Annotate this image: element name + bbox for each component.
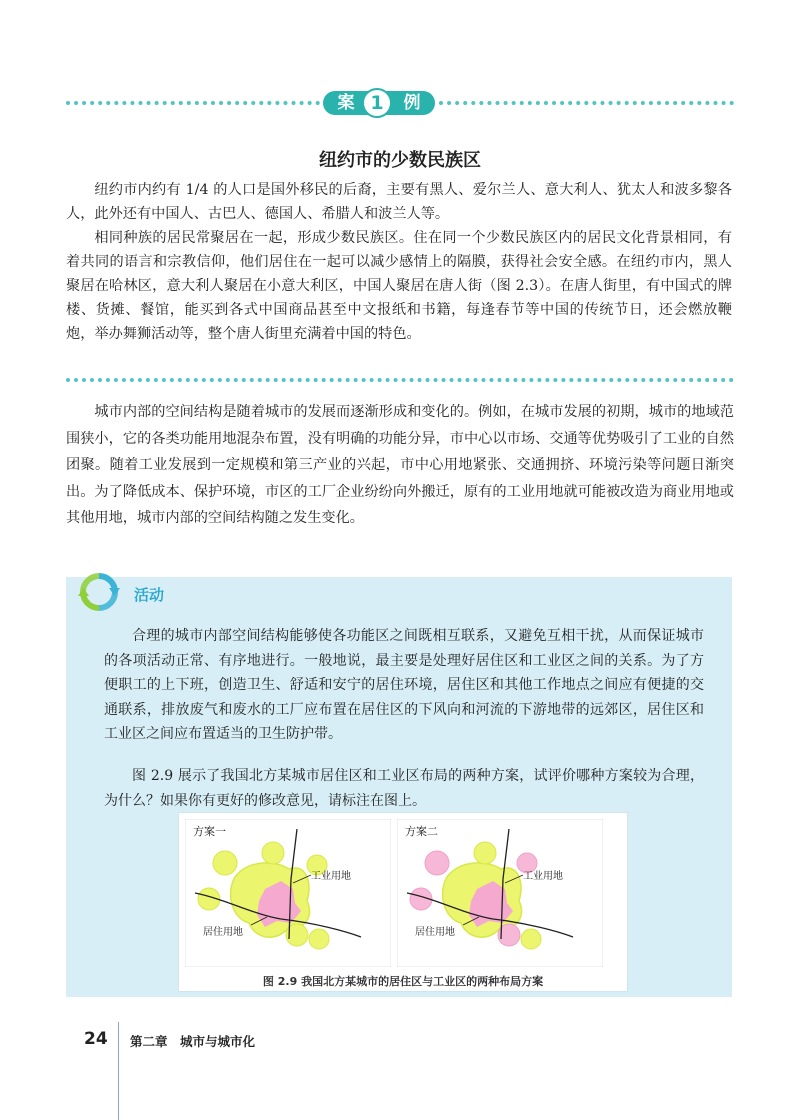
industrial-label: 工业用地 [523,871,563,882]
satellite-site [213,851,237,875]
figure-caption: 图 2.9 我国北方某城市的居住区与工业区的两种布局方案 [262,975,544,988]
satellite-site [517,853,537,873]
satellite-site [262,842,284,864]
satellite-site [474,842,496,864]
satellite-site [521,929,541,949]
plan-two-label: 方案二 [405,825,438,838]
figure-2-9 [178,812,628,992]
case-divider-left [66,101,320,105]
case-title: 纽约市的少数民族区 [319,150,481,171]
residential-label: 居住用地 [203,927,243,938]
satellite-site [425,851,449,875]
plan-one-map [185,819,391,967]
case-end-divider [66,378,734,382]
case-badge [323,88,435,118]
satellite-site [309,929,329,949]
plan-one-panel [185,819,391,967]
case-divider-right [439,101,734,105]
case-badge-number: 1 [362,88,392,118]
activity-paragraph: 合理的城市内部空间结构能够使各功能区之间既相互联系，又避免互相干扰，从而保证城市的各项活动正常、有序地进行。一般地说，最主要是处理好居住区和工业区之间的关系。为了方便职工的上下班，创造卫生、舒适和安宁的居住环境，居住区和其他工作地点之间应有便捷的交通联系，排放废气和废水的工厂应布置在居住区的下风向和河流的下游地带的远郊区，居住区和工业区之间应布置适当的卫生防护带。 [104,628,704,743]
case-badge-right-char: 例 [403,93,421,113]
activity-paragraph: 图 2.9 展示了我国北方某城市居住区和工业区布局的两种方案，试评价哪种方案较为合理，为什么？如果你有更好的修改意见，请标注在图上。 [104,768,704,809]
refresh-cycle-icon [78,571,120,613]
page-number: 24 [84,1029,108,1049]
industrial-label: 工业用地 [311,871,351,882]
case-badge-left-char: 案 [337,93,355,113]
case-paragraph: 相同种族的居民常聚居在一起，形成少数民族区。住在同一个少数民族区内的居民文化背景相同，有着共同的语言和宗教信仰，他们居住在一起可以减少感情上的隔膜，获得社会安全感。在纽约市内，黑人聚居在哈林区，意大利人聚居在小意大利区，中国人聚居在唐人街（图 2.3）。在唐人街里，有中国式的牌楼、货摊、餐馆，能买到各式中国商品甚至中文报纸和书籍，每逢春节等中国的传统节日，还会燃放鞭炮，举办舞狮活动等，整个唐人街里充满着中国的特色。 [66,230,732,342]
plan-two-panel [397,819,603,967]
chapter-title: 第二章 城市与城市化 [130,1034,256,1049]
footer-rule [118,1022,119,1120]
activity-title: 活动 [134,586,165,604]
plan-two-map [397,819,603,967]
plan-one-label: 方案一 [193,825,226,838]
residential-label: 居住用地 [415,927,455,938]
main-paragraph: 城市内部的空间结构是随着城市的发展而逐渐形成和变化的。例如，在城市发展的初期，城市的地域范围狭小，它的各类功能用地混杂布置，没有明确的功能分异，市中心以市场、交通等优势吸引了工业的自然团聚。随着工业发展到一定规模和第三产业的兴起，市中心用地紧张、交通拥挤、环境污染等问题日渐突出。为了降低成本、保护环境，市区的工厂企业纷纷向外搬迁，原有的工业用地就可能被改造为商业用地或其他用地，城市内部的空间结构随之发生变化。 [66,404,734,526]
case-paragraph: 纽约市内约有 1/4 的人口是国外移民的后裔，主要有黑人、爱尔兰人、意大利人、犹太人和波多黎各人，此外还有中国人、古巴人、德国人、希腊人和波兰人等。 [66,182,732,222]
